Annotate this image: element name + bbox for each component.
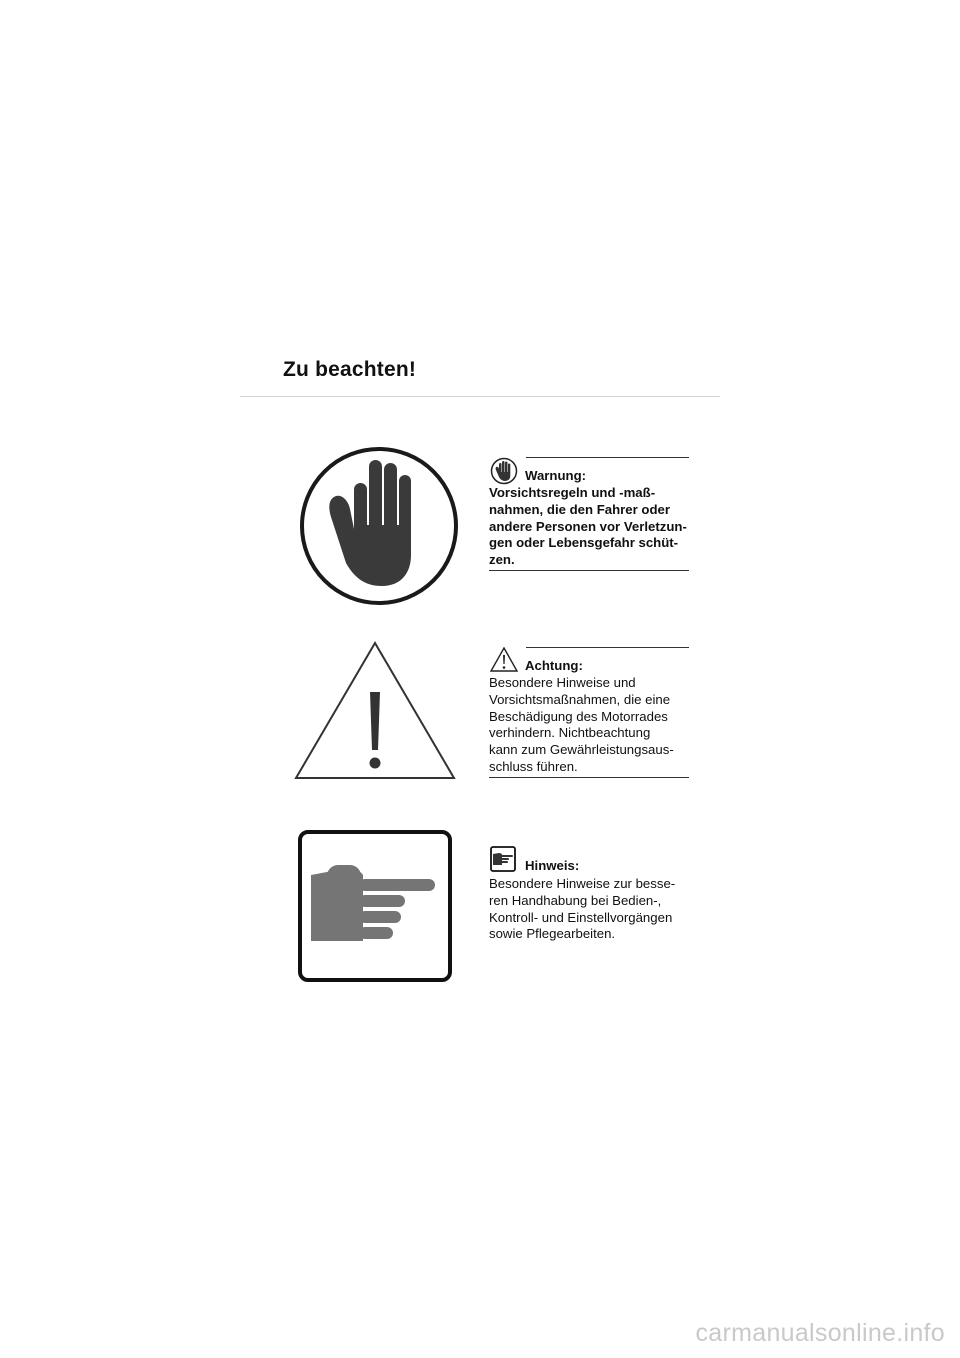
notice-hint [489, 846, 689, 943]
pointing-hand-icon [297, 829, 453, 983]
notice-caution [489, 647, 689, 778]
footer-watermark: carmanualsonline.info [695, 1319, 945, 1347]
notice-bottom-rule [489, 777, 689, 778]
stop-hand-icon [490, 457, 518, 490]
notice-warning [489, 457, 689, 571]
notice-title: Warnung: [525, 468, 587, 484]
stop-hand-icon [298, 445, 460, 607]
page-title: Zu beachten! [283, 358, 417, 381]
notice-text: Besondere Hinweise und Vorsichtsmaßnahmen, die eine Beschädigung des Motorrades verhindern. Nichtbeachtung kann zum Gewährleistungsaus- schluss führen. [489, 675, 674, 774]
warning-triangle-icon [292, 640, 458, 782]
notice-title: Hinweis: [525, 858, 580, 874]
notice-text: Vorsichtsregeln und -maß- nahmen, die den Fahrer oder andere Personen vor Verletzun- gen oder Lebensgefahr schüt- zen. [489, 485, 687, 568]
notice-top-rule [526, 457, 689, 458]
warning-triangle-icon [490, 647, 518, 678]
pointing-hand-icon [490, 846, 516, 877]
notice-text: Besondere Hinweise zur besse- ren Handhabung bei Bedien-, Kontroll- und Einstellvorgängen sowie Pflegearbeiten. [489, 876, 676, 942]
notice-title: Achtung: [525, 658, 583, 674]
notice-bottom-rule [489, 570, 689, 571]
header-divider [240, 396, 720, 397]
notice-top-rule [526, 647, 689, 648]
